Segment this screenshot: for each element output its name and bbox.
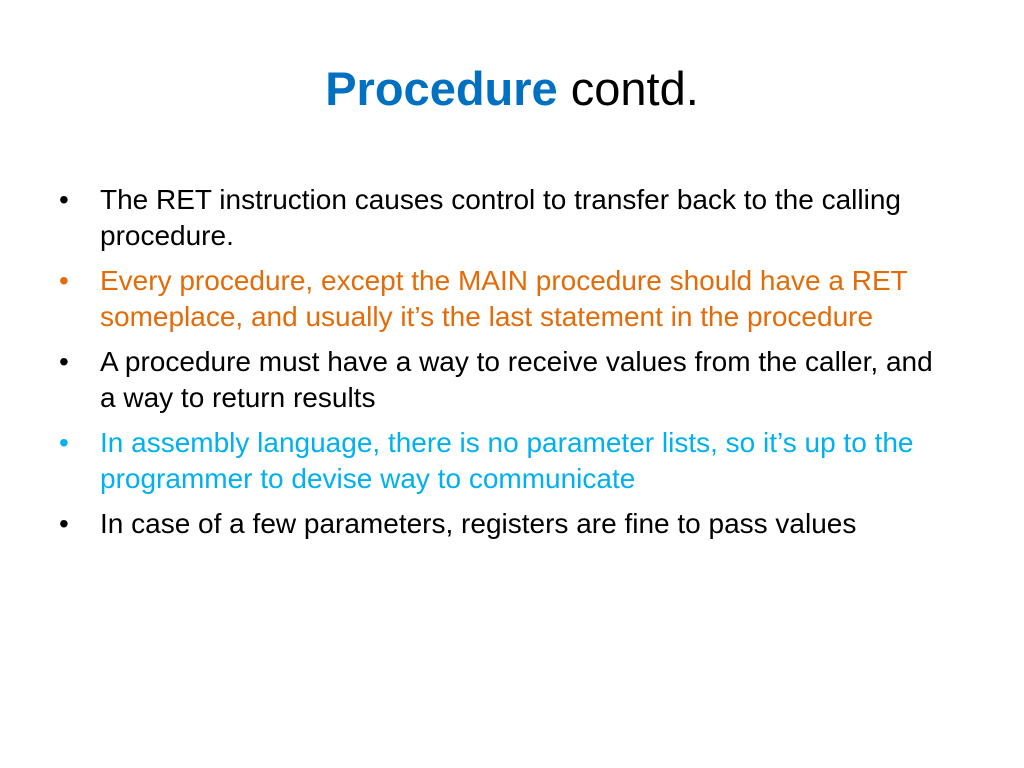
bullet-text: The RET instruction causes control to transfer back to the calling procedure. (100, 184, 901, 251)
bullet-item (56, 263, 946, 335)
bullet-text: In case of a few parameters, registers are fine to pass values (100, 508, 857, 539)
bullet-icon: • (59, 184, 69, 215)
bullet-icon: • (59, 427, 69, 458)
bullet-item (56, 425, 946, 497)
bullet-list (56, 182, 946, 551)
bullet-item (56, 182, 946, 254)
title-rest: contd. (557, 62, 699, 115)
slide-title (0, 62, 1024, 116)
bullet-text: A procedure must have a way to receive values from the caller, and a way to return results (100, 346, 933, 413)
bullet-icon: • (59, 508, 69, 539)
title-highlight: Procedure (325, 62, 558, 115)
bullet-icon: • (59, 265, 69, 296)
bullet-item (56, 506, 946, 542)
bullet-text: Every procedure, except the MAIN procedure should have a RET someplace, and usually it’s the last statement in the procedure (100, 265, 908, 332)
bullet-text: In assembly language, there is no parameter lists, so it’s up to the programmer to devise way to communicate (100, 427, 914, 494)
bullet-icon: • (59, 346, 69, 377)
bullet-item (56, 344, 946, 416)
